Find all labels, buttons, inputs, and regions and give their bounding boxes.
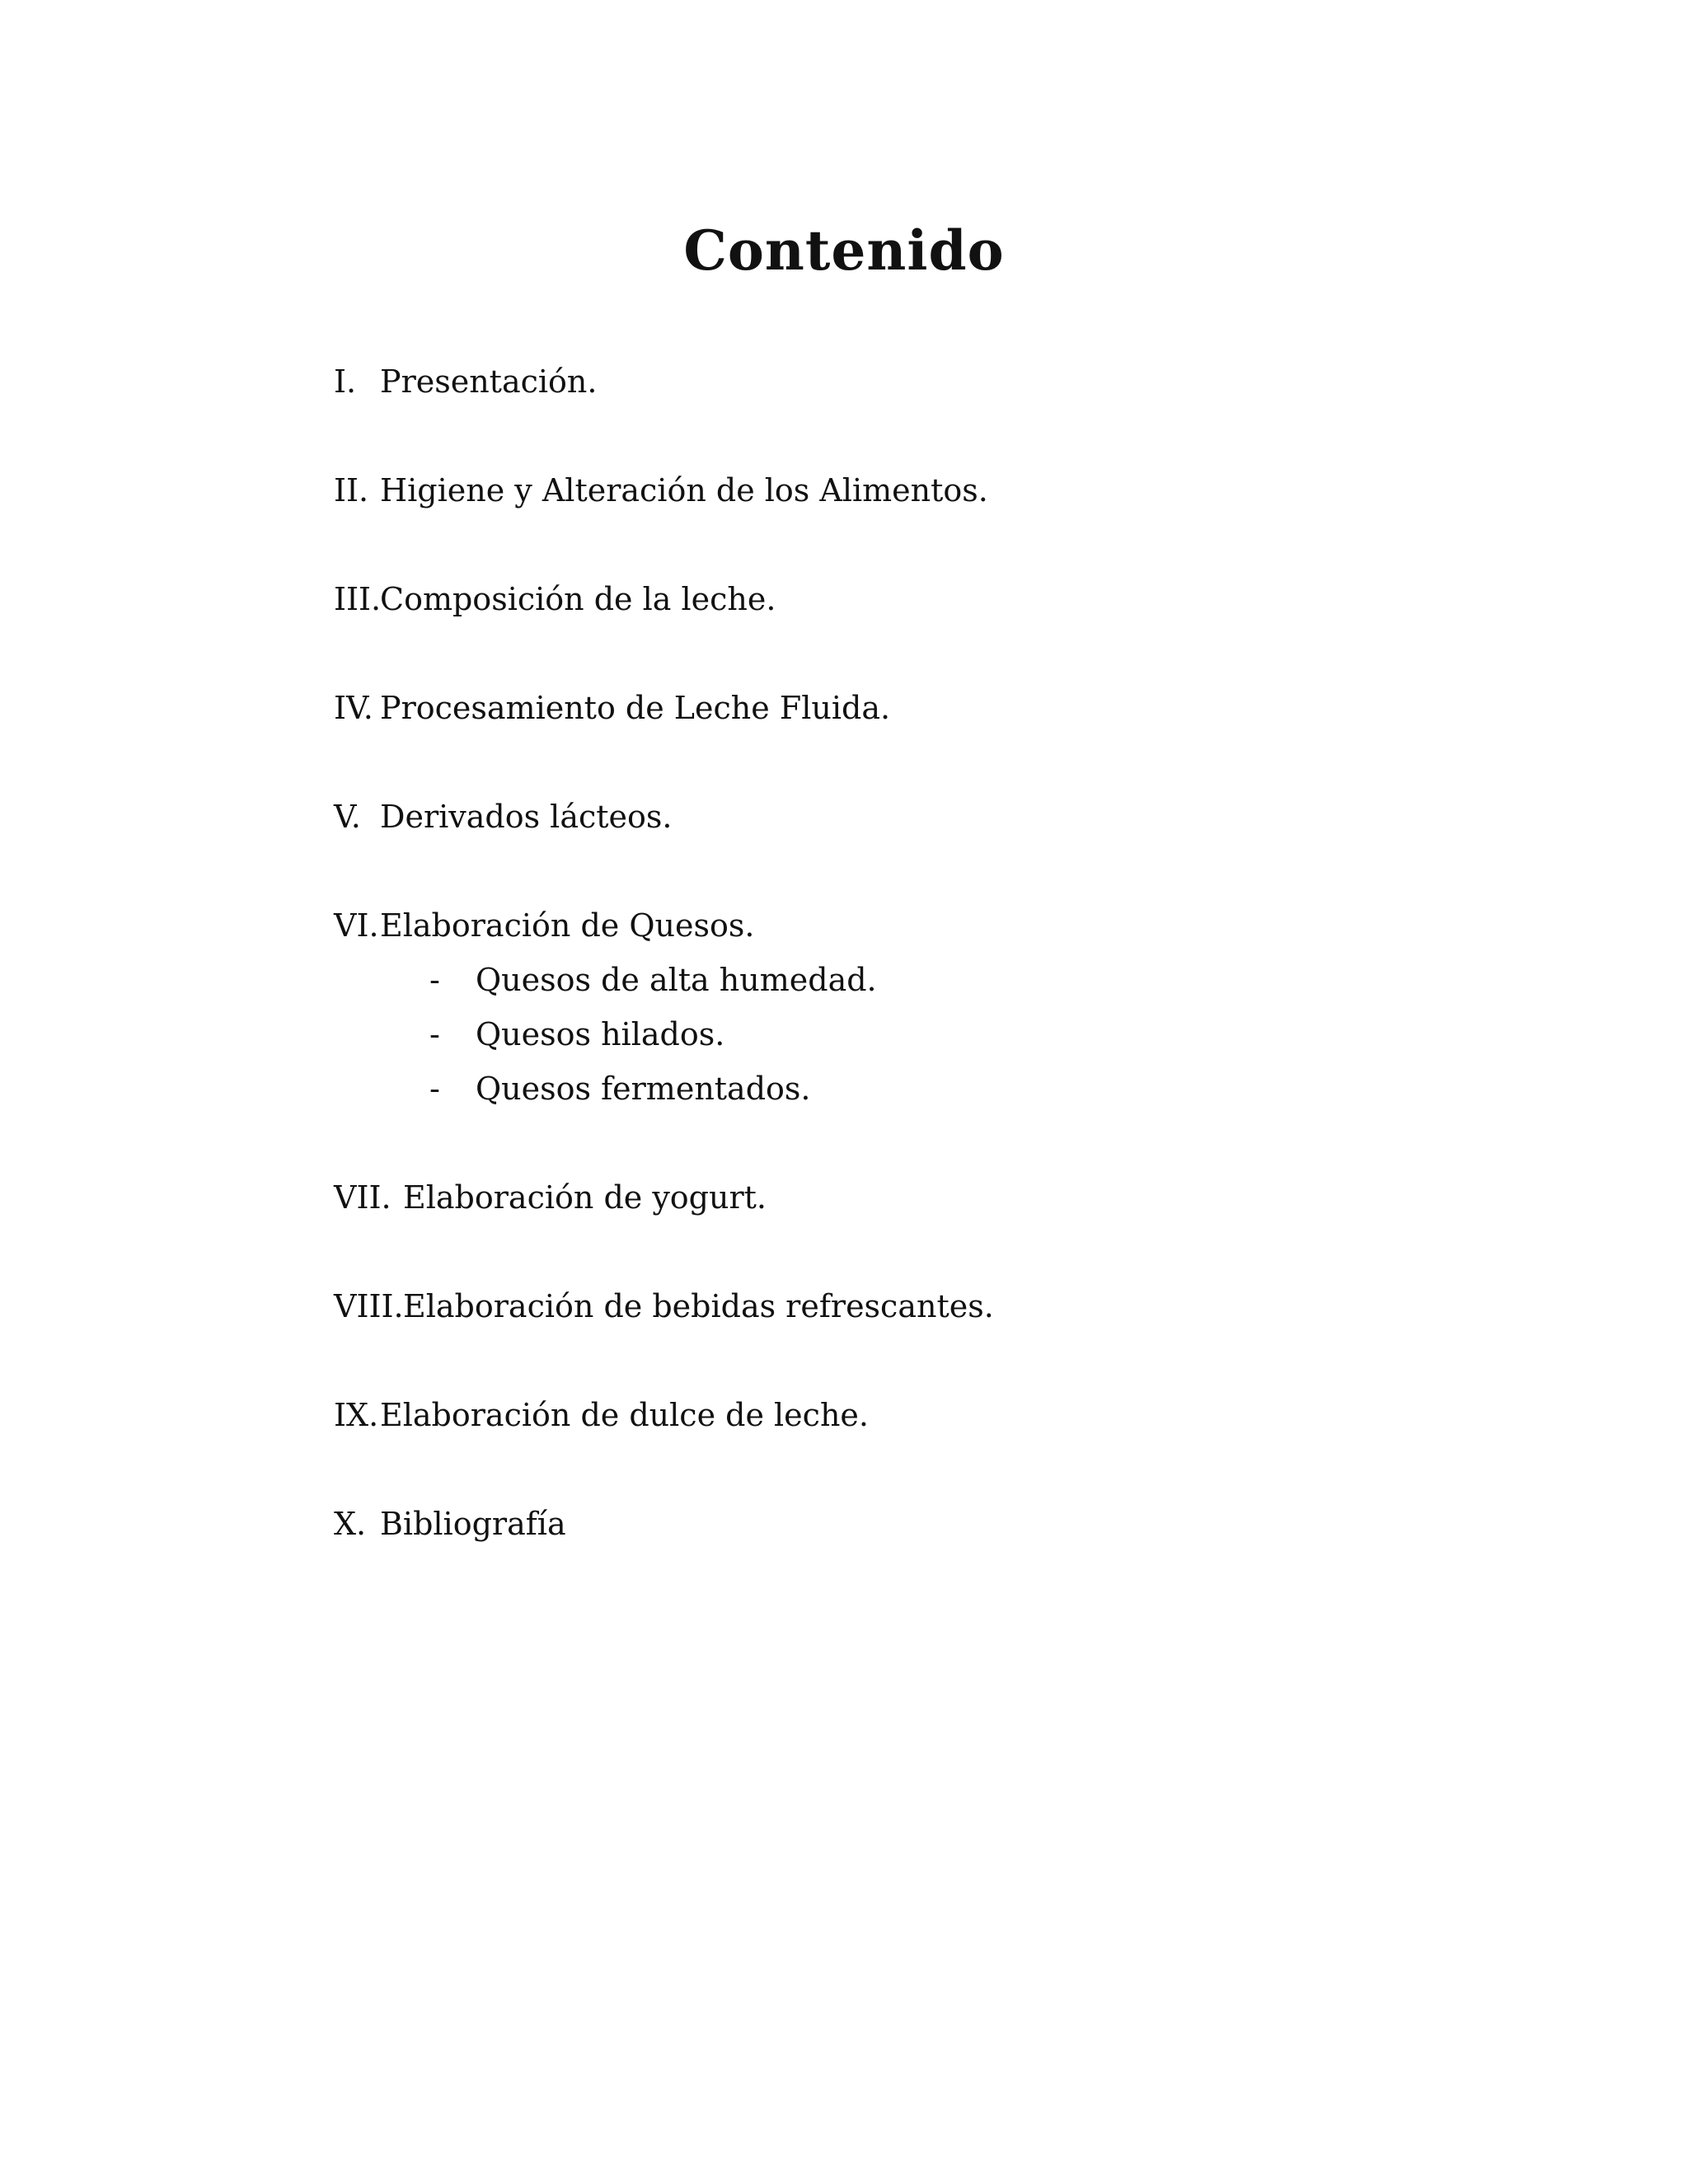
toc-numeral: VII. [334,1179,392,1216]
toc-sublabel: Quesos fermentados. [476,1071,811,1107]
toc-numeral: VIII. [334,1288,404,1324]
toc-numeral: X. [334,1506,367,1542]
toc-numeral: V. [334,799,361,835]
bullet-dash: - [429,962,440,998]
toc-numeral: I. [334,363,357,400]
bullet-dash: - [429,1016,440,1052]
toc-numeral: III. [334,581,382,617]
toc-label: Composición de la leche. [380,581,776,617]
toc-label: Elaboración de yogurt. [403,1179,767,1216]
toc-sublabel: Quesos hilados. [476,1016,725,1052]
toc-numeral: IV. [334,690,373,726]
page-title: Contenido [683,218,1005,284]
toc-label: Elaboración de bebidas refrescantes. [403,1288,994,1324]
toc-label: Presentación. [380,363,598,400]
toc-label: Elaboración de dulce de leche. [380,1397,869,1433]
bullet-dash: - [429,1071,440,1107]
toc-label: Derivados lácteos. [380,799,673,835]
toc-numeral: IX. [334,1397,379,1433]
toc-numeral: VI. [334,907,379,944]
toc-label: Elaboración de Quesos. [380,907,755,944]
toc-sublabel: Quesos de alta humedad. [476,962,877,998]
toc-label: Bibliografía [380,1506,566,1542]
toc-label: Higiene y Alteración de los Alimentos. [380,472,988,509]
toc-label: Procesamiento de Leche Fluida. [380,690,891,726]
toc-numeral: II. [334,472,369,509]
